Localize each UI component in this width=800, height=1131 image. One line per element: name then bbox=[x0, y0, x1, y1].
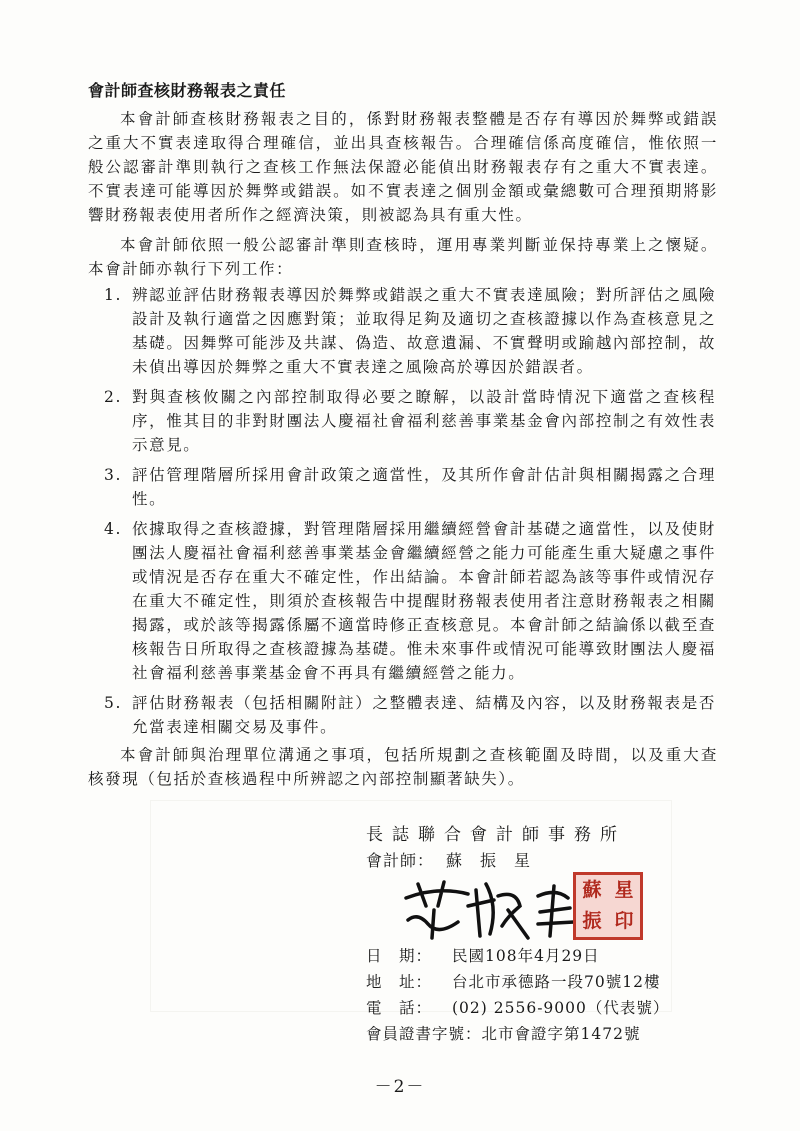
paragraph-purpose: 本會計師查核財務報表之目的，係對財務報表整體是否存有導因於舞弊或錯誤之重大不實表達取得合理確信，並出具查核報告。合理確信係高度確信，惟依照一般公認審計準則執行之查核工作無法保證必能偵出財務報表存有之重大不實表達。不實表達可能導因於舞弊或錯誤。如不實表達之個別金額或彙總數可合理預期將影響財務報表使用者所作之經濟決策，則被認為具有重大性。 bbox=[88, 110, 718, 224]
procedure-item bbox=[104, 517, 716, 685]
license-label: 會員證書字號： bbox=[366, 1025, 482, 1043]
procedure-item bbox=[104, 283, 716, 379]
procedure-text: 評估管理階層所採用會計政策之適當性，及其所作會計估計與相關揭露之合理性。 bbox=[132, 466, 716, 508]
license-row bbox=[366, 1022, 640, 1044]
firm-name: 長誌聯合會計師事務所 bbox=[366, 825, 626, 845]
procedure-item bbox=[104, 385, 716, 457]
address-row bbox=[366, 970, 660, 992]
license-value: 北市會證字第1472號 bbox=[481, 1025, 641, 1043]
accountant-label: 會計師： bbox=[366, 851, 435, 870]
section-heading: 會計師查核財務報表之責任 bbox=[88, 81, 287, 100]
procedures-list bbox=[104, 283, 716, 745]
address-value: 台北市承德路一段70號12樓 bbox=[452, 973, 661, 991]
procedure-item bbox=[104, 691, 716, 739]
date-row bbox=[366, 944, 600, 966]
page-number: －2－ bbox=[374, 1077, 426, 1097]
procedure-text: 對與查核攸關之內部控制取得必要之瞭解，以設計當時情況下適當之查核程序，惟其目的非對財團法人慶福社會福利慈善事業基金會內部控制之有效性表示意見。 bbox=[132, 388, 716, 454]
procedure-number: 4. bbox=[104, 520, 122, 538]
phone-label: 電 話： bbox=[366, 999, 433, 1017]
date-value: 民國108年4月29日 bbox=[452, 947, 600, 965]
seal-char: 印 bbox=[614, 910, 634, 932]
phone-value: (02) 2556-9000（代表號） bbox=[452, 999, 670, 1017]
procedure-number: 2. bbox=[104, 388, 122, 406]
procedure-item bbox=[104, 463, 716, 511]
address-label: 地 址： bbox=[366, 973, 433, 991]
procedure-number: 1. bbox=[104, 286, 122, 304]
seal-char: 蘇 bbox=[582, 879, 602, 901]
procedure-text: 評估財務報表（包括相關附註）之整體表達、結構及內容，以及財務報表是否允當表達相關交易及事件。 bbox=[132, 694, 716, 736]
official-seal bbox=[573, 872, 643, 940]
accountant-name: 蘇振星 bbox=[446, 851, 549, 870]
handwritten-signature bbox=[398, 876, 578, 942]
paragraph-procedures-intro: 本會計師依照一般公認審計準則查核時，運用專業判斷並保持專業上之懷疑。本會計師亦執行下列工作： bbox=[88, 236, 718, 278]
seal-char: 星 bbox=[614, 879, 634, 901]
date-label: 日 期： bbox=[366, 947, 433, 965]
seal-char: 振 bbox=[582, 910, 602, 932]
paragraph-communication: 本會計師與治理單位溝通之事項，包括所規劃之查核範圍及時間，以及重大查核發現（包括於查核過程中所辨認之內部控制顯著缺失）。 bbox=[88, 746, 718, 788]
procedure-text: 辨認並評估財務報表導因於舞弊或錯誤之重大不實表達風險；對所評估之風險設計及執行適當之因應對策；並取得足夠及適切之查核證據以作為查核意見之基礎。因舞弊可能涉及共謀、偽造、故意遺漏、不實聲明或踰越內部控制，故未偵出導因於舞弊之重大不實表達之風險高於導因於錯誤者。 bbox=[132, 286, 716, 376]
accountant-line bbox=[366, 848, 548, 871]
procedure-text: 依據取得之查核證據，對管理階層採用繼續經營會計基礎之適當性，以及使財團法人慶福社會福利慈善事業基金會繼續經營之能力可能產生重大疑慮之事件或情況是否存在重大不確定性，作出結論。本會計師若認為該等事件或情況存在重大不確定性，則須於查核報告中提醒財務報表使用者注意財務報表之相關揭露，或於該等揭露係屬不適當時修正查核意見。本會計師之結論係以截至查核報告日所取得之查核證據為基礎。惟未來事件或情況可能導致財團法人慶福社會福利慈善事業基金會不再具有繼續經營之能力。 bbox=[132, 520, 716, 682]
procedure-number: 3. bbox=[104, 466, 122, 484]
phone-row bbox=[366, 996, 669, 1018]
procedure-number: 5. bbox=[104, 694, 122, 712]
